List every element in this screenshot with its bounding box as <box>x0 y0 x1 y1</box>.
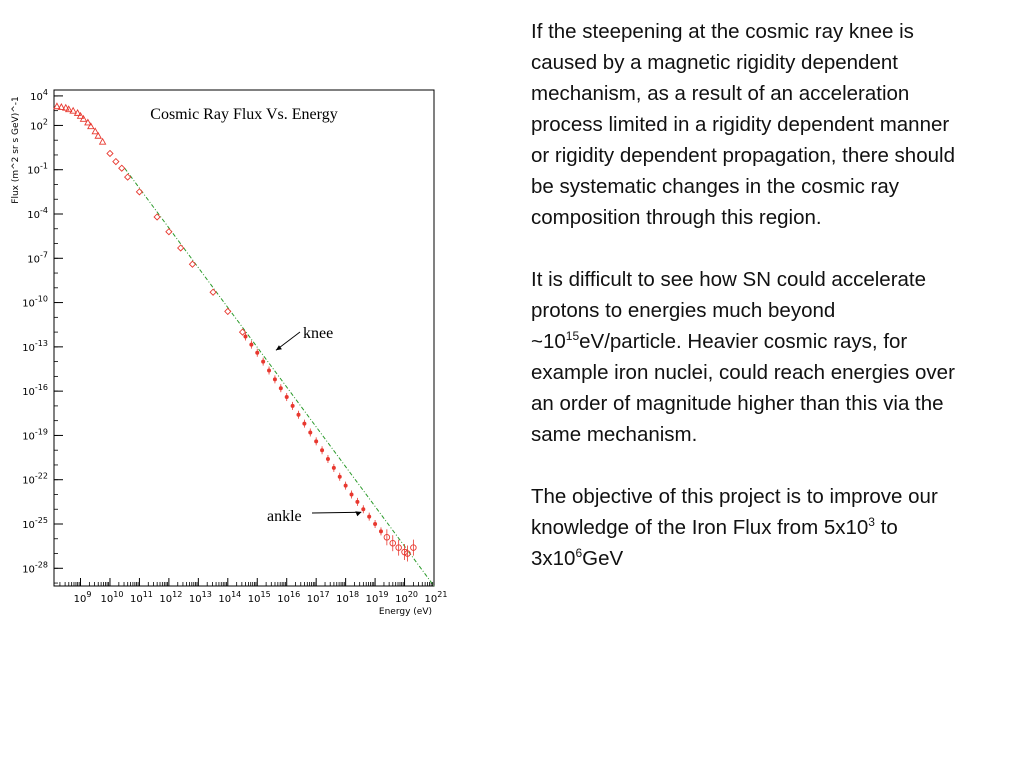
data-point <box>302 422 306 426</box>
annotation-ankle: ankle <box>267 508 302 525</box>
x-tick-label: $10^{15}$ <box>247 590 271 605</box>
data-point <box>261 360 265 364</box>
data-point <box>92 128 98 134</box>
p3-text-b: to 3x10 <box>531 516 898 570</box>
x-tick-label: $10^{13}$ <box>188 590 212 605</box>
y-tick-label: $10^{-19}$ <box>22 427 48 443</box>
data-point <box>243 335 247 339</box>
p3-text-c: GeV <box>582 547 624 570</box>
data-point <box>125 174 131 180</box>
chart-canvas <box>0 0 500 640</box>
data-point <box>361 507 365 511</box>
data-point <box>273 377 277 381</box>
data-point <box>119 165 125 171</box>
x-tick-label: $10^{11}$ <box>129 590 153 605</box>
data-point <box>291 404 295 408</box>
paragraph-knee: If the steepening at the cosmic ray knee is caused by a magnetic rigidity dependent mechanism, as a result of an acceleration process limited in a rigidity dependent manner or rigidity dependent propagation, there should be systematic changes in the cosmic ray composition through this region. <box>531 20 955 229</box>
data-point <box>113 159 119 165</box>
data-point <box>210 289 216 295</box>
p3-sup-1: 3 <box>868 515 875 530</box>
chart-title: Cosmic Ray Flux Vs. Energy <box>150 106 338 123</box>
data-point <box>267 368 271 372</box>
y-tick-label: $10^{-13}$ <box>22 338 48 354</box>
data-point <box>338 475 342 479</box>
text-panel <box>531 16 971 605</box>
data-point <box>285 395 289 399</box>
data-point <box>225 308 231 314</box>
x-tick-label: $10^{10}$ <box>100 590 124 605</box>
data-point <box>136 189 142 195</box>
x-tick-label: $10^{12}$ <box>159 590 183 605</box>
x-tick-label: $10^{19}$ <box>365 590 389 605</box>
data-point <box>320 448 324 452</box>
x-tick-label: $10^{16}$ <box>277 590 301 605</box>
p2-text-b: eV/particle. Heavier cosmic rays, for example iron nuclei, could reach energies over an order of magnitude higher than this via the same mechanism. <box>531 330 955 446</box>
data-point <box>107 150 113 156</box>
x-tick-label: $10^{17}$ <box>306 590 330 605</box>
data-point <box>350 492 354 496</box>
x-tick-label: $10^{14}$ <box>218 590 242 605</box>
plot-frame <box>54 90 434 586</box>
p3-sup-2: 6 <box>575 546 583 561</box>
paragraph-sn-acceleration <box>531 264 971 450</box>
p2-text-a: It is difficult to see how SN could accelerate protons to energies much beyond ~10 <box>531 268 927 353</box>
data-point <box>379 529 383 533</box>
y-axis-label: Flux (m^2 sr s GeV)^-1 <box>11 96 21 204</box>
data-point <box>189 261 195 267</box>
data-point <box>314 439 318 443</box>
cosmic-ray-flux-chart <box>0 0 500 640</box>
x-tick-label: $10^{20}$ <box>395 590 419 605</box>
data-point <box>373 522 377 526</box>
p3-text-a: The objective of this project is to improve our knowledge of the Iron Flux from 5x10 <box>531 485 938 539</box>
data-point <box>367 515 371 519</box>
data-point <box>308 430 312 434</box>
y-tick-label: $10^{-7}$ <box>27 250 48 266</box>
data-point <box>88 123 94 129</box>
x-axis-label: Energy (eV) <box>378 607 432 617</box>
y-tick-label: $10^{-22}$ <box>22 471 48 487</box>
paragraph-objective <box>531 481 971 574</box>
ankle-arrow <box>312 512 361 513</box>
y-tick-label: $10^{-10}$ <box>22 294 48 310</box>
y-tick-label: $10^{-4}$ <box>27 206 48 221</box>
x-tick-label: $10^{21}$ <box>424 590 448 605</box>
y-tick-label: $10^2$ <box>30 117 48 133</box>
annotation-knee: knee <box>303 325 334 342</box>
data-point <box>249 343 253 347</box>
x-tick-label: $10^{18}$ <box>336 590 360 605</box>
data-point <box>344 484 348 488</box>
data-point <box>326 457 330 461</box>
data-point <box>166 229 172 235</box>
data-point <box>100 139 106 145</box>
data-point <box>255 351 259 355</box>
p2-sup: 15 <box>565 329 580 344</box>
data-point <box>279 386 283 390</box>
y-tick-label: $10^4$ <box>30 87 48 103</box>
y-tick-label: $10^{-28}$ <box>22 560 48 576</box>
y-tick-label: $10^{-16}$ <box>22 383 48 399</box>
data-point <box>355 500 359 504</box>
x-tick-label: $10^9$ <box>73 590 92 605</box>
data-point <box>296 413 300 417</box>
y-tick-label: $10^{-25}$ <box>22 516 48 531</box>
y-tick-label: $10^{-1}$ <box>27 161 48 177</box>
data-point <box>332 466 336 470</box>
